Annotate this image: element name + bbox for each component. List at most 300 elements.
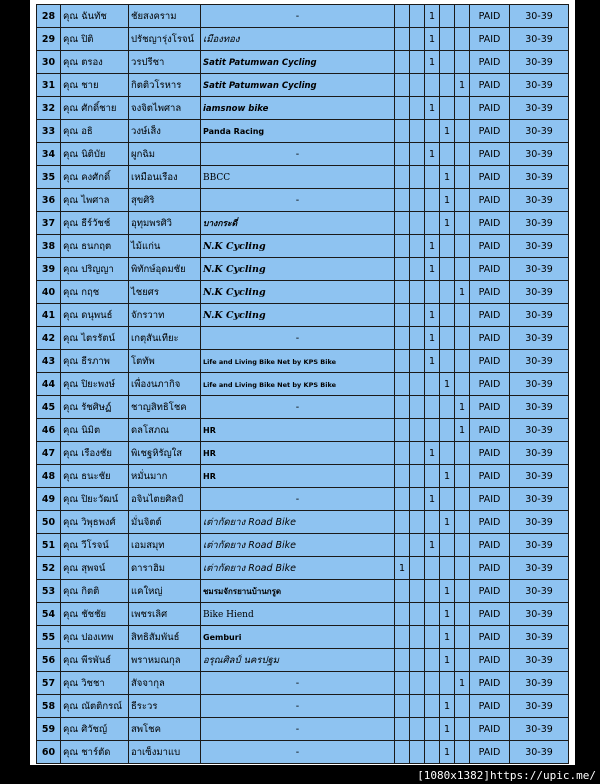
row-number: 54: [37, 603, 61, 626]
team-name: [201, 304, 395, 327]
table-row: [37, 741, 569, 764]
team-name: [201, 695, 395, 718]
category-mark-cell: [455, 511, 470, 534]
category-mark-cell: [395, 350, 410, 373]
category-mark-cell: [395, 603, 410, 626]
payment-status: PAID: [470, 327, 510, 350]
table-row: [37, 166, 569, 189]
category-mark-cell: [440, 281, 455, 304]
category-mark-cell: [425, 580, 440, 603]
payment-status: PAID: [470, 212, 510, 235]
team-name-text: N.K Cycling: [203, 240, 266, 252]
table-row: [37, 557, 569, 580]
age-group: 30-39: [510, 442, 569, 465]
category-mark-cell: 1: [395, 557, 410, 580]
payment-status: PAID: [470, 143, 510, 166]
first-name: คุณ นิติบัย: [61, 143, 129, 166]
team-name: [201, 258, 395, 281]
category-mark-cell: 1: [425, 534, 440, 557]
table-row: [37, 327, 569, 350]
team-name: [201, 327, 395, 350]
category-mark-cell: [455, 189, 470, 212]
category-mark-cell: [410, 120, 425, 143]
payment-status: PAID: [470, 189, 510, 212]
payment-status: PAID: [470, 396, 510, 419]
category-mark-cell: [425, 626, 440, 649]
table-row: [37, 51, 569, 74]
team-name-text: เต่ากัดยาง Road Bike: [203, 516, 297, 528]
row-number: 55: [37, 626, 61, 649]
category-mark-cell: [455, 718, 470, 741]
category-mark-cell: [455, 580, 470, 603]
category-mark-cell: 1: [425, 235, 440, 258]
category-mark-cell: [455, 143, 470, 166]
last-name: เพื่องนภากิจ: [129, 373, 201, 396]
category-mark-cell: [455, 488, 470, 511]
age-group: 30-39: [510, 580, 569, 603]
category-mark-cell: 1: [440, 626, 455, 649]
age-group: 30-39: [510, 672, 569, 695]
row-number: 58: [37, 695, 61, 718]
category-mark-cell: [455, 304, 470, 327]
category-mark-cell: [455, 626, 470, 649]
age-group: 30-39: [510, 189, 569, 212]
last-name: เหมือนเรือง: [129, 166, 201, 189]
category-mark-cell: 1: [425, 5, 440, 28]
payment-status: PAID: [470, 603, 510, 626]
category-mark-cell: [455, 649, 470, 672]
team-name-text: N.K Cycling: [203, 286, 266, 298]
table-row: [37, 488, 569, 511]
team-name: [201, 626, 395, 649]
team-name-text: HR: [203, 425, 216, 435]
payment-status: PAID: [470, 649, 510, 672]
category-mark-cell: [425, 672, 440, 695]
payment-status: PAID: [470, 235, 510, 258]
table-row: [37, 373, 569, 396]
payment-status: PAID: [470, 74, 510, 97]
payment-status: PAID: [470, 718, 510, 741]
age-group: 30-39: [510, 695, 569, 718]
category-mark-cell: [410, 419, 425, 442]
age-group: 30-39: [510, 258, 569, 281]
category-mark-cell: [455, 212, 470, 235]
category-mark-cell: [395, 672, 410, 695]
team-name: [201, 350, 395, 373]
category-mark-cell: [455, 5, 470, 28]
last-name: ไชยศร: [129, 281, 201, 304]
team-name: [201, 672, 395, 695]
first-name: คุณ ปิยะพงษ์: [61, 373, 129, 396]
age-group: 30-39: [510, 51, 569, 74]
category-mark-cell: [455, 28, 470, 51]
row-number: 59: [37, 718, 61, 741]
team-name: [201, 166, 395, 189]
category-mark-cell: [455, 120, 470, 143]
table-row: [37, 396, 569, 419]
first-name: คุณ พีรพันธ์: [61, 649, 129, 672]
category-mark-cell: [455, 51, 470, 74]
age-group: 30-39: [510, 350, 569, 373]
category-mark-cell: [425, 373, 440, 396]
category-mark-cell: [440, 143, 455, 166]
team-name-text: N.K Cycling: [203, 309, 266, 321]
row-number: 31: [37, 74, 61, 97]
first-name: คุณ สุพจน์: [61, 557, 129, 580]
team-name-text: -: [295, 401, 300, 413]
first-name: คุณ ไตรรัตน์: [61, 327, 129, 350]
category-mark-cell: [440, 396, 455, 419]
payment-status: PAID: [470, 626, 510, 649]
category-mark-cell: [440, 488, 455, 511]
payment-status: PAID: [470, 350, 510, 373]
table-row: [37, 695, 569, 718]
category-mark-cell: [440, 97, 455, 120]
category-mark-cell: 1: [440, 511, 455, 534]
table-row: [37, 626, 569, 649]
team-name-text: เมืองทอง: [203, 33, 240, 45]
category-mark-cell: [455, 741, 470, 764]
category-mark-cell: [395, 741, 410, 764]
category-mark-cell: [395, 51, 410, 74]
row-number: 29: [37, 28, 61, 51]
category-mark-cell: 1: [425, 143, 440, 166]
team-name-text: HR: [203, 471, 216, 481]
category-mark-cell: [440, 419, 455, 442]
table-row: [37, 534, 569, 557]
category-mark-cell: [395, 649, 410, 672]
last-name: หมั่นมาก: [129, 465, 201, 488]
category-mark-cell: [425, 74, 440, 97]
payment-status: PAID: [470, 557, 510, 580]
payment-status: PAID: [470, 419, 510, 442]
payment-status: PAID: [470, 281, 510, 304]
team-name-text: -: [295, 700, 300, 712]
category-mark-cell: [455, 534, 470, 557]
category-mark-cell: 1: [440, 603, 455, 626]
age-group: 30-39: [510, 74, 569, 97]
age-group: 30-39: [510, 235, 569, 258]
last-name: ชาญสิทธิโชค: [129, 396, 201, 419]
category-mark-cell: [455, 235, 470, 258]
category-mark-cell: [395, 442, 410, 465]
category-mark-cell: 1: [425, 350, 440, 373]
category-mark-cell: [440, 327, 455, 350]
category-mark-cell: [395, 396, 410, 419]
age-group: 30-39: [510, 28, 569, 51]
table-row: [37, 74, 569, 97]
category-mark-cell: 1: [455, 396, 470, 419]
category-mark-cell: [455, 695, 470, 718]
row-number: 47: [37, 442, 61, 465]
table-row: [37, 235, 569, 258]
category-mark-cell: [410, 5, 425, 28]
team-name: [201, 718, 395, 741]
category-mark-cell: [425, 741, 440, 764]
category-mark-cell: [425, 166, 440, 189]
row-number: 39: [37, 258, 61, 281]
payment-status: PAID: [470, 304, 510, 327]
team-name-text: Life and Living Bike Net by KPS Bike: [203, 380, 337, 389]
first-name: คุณ ปริญญา: [61, 258, 129, 281]
team-name: [201, 212, 395, 235]
category-mark-cell: [440, 28, 455, 51]
category-mark-cell: [410, 212, 425, 235]
category-mark-cell: [410, 649, 425, 672]
team-name: [201, 419, 395, 442]
team-name-text: -: [295, 148, 300, 160]
payment-status: PAID: [470, 373, 510, 396]
category-mark-cell: 1: [440, 373, 455, 396]
payment-status: PAID: [470, 511, 510, 534]
category-mark-cell: 1: [425, 327, 440, 350]
first-name: คุณ ณัตติกรณ์: [61, 695, 129, 718]
last-name: อจินไตยศิลป์: [129, 488, 201, 511]
table-row: [37, 212, 569, 235]
category-mark-cell: 1: [455, 419, 470, 442]
last-name: อาเซ็งมาแบ: [129, 741, 201, 764]
category-mark-cell: [425, 603, 440, 626]
category-mark-cell: [395, 143, 410, 166]
last-name: สุขศิริ: [129, 189, 201, 212]
category-mark-cell: [425, 396, 440, 419]
team-name-text: -: [295, 10, 300, 22]
first-name: คุณ คงศักดิ์: [61, 166, 129, 189]
team-name: [201, 557, 395, 580]
team-name: [201, 649, 395, 672]
payment-status: PAID: [470, 166, 510, 189]
last-name: โตทัพ: [129, 350, 201, 373]
team-name: [201, 120, 395, 143]
row-number: 32: [37, 97, 61, 120]
table-row: [37, 258, 569, 281]
table-row: [37, 189, 569, 212]
last-name: เอมสมุท: [129, 534, 201, 557]
category-mark-cell: 1: [425, 258, 440, 281]
row-number: 45: [37, 396, 61, 419]
category-mark-cell: [395, 120, 410, 143]
payment-status: PAID: [470, 580, 510, 603]
table-row: [37, 97, 569, 120]
last-name: ผูกฉิม: [129, 143, 201, 166]
category-mark-cell: [440, 235, 455, 258]
team-name-text: -: [295, 332, 300, 344]
team-name: [201, 534, 395, 557]
category-mark-cell: [440, 672, 455, 695]
team-name-text: -: [295, 746, 300, 758]
payment-status: PAID: [470, 5, 510, 28]
payment-status: PAID: [470, 28, 510, 51]
age-group: 30-39: [510, 649, 569, 672]
category-mark-cell: 1: [425, 97, 440, 120]
category-mark-cell: [395, 534, 410, 557]
category-mark-cell: [440, 350, 455, 373]
category-mark-cell: [410, 189, 425, 212]
category-mark-cell: [440, 534, 455, 557]
category-mark-cell: [455, 373, 470, 396]
first-name: คุณ ธีร์วัชช์: [61, 212, 129, 235]
table-row: [37, 120, 569, 143]
category-mark-cell: [440, 51, 455, 74]
category-mark-cell: [395, 511, 410, 534]
table-row: [37, 511, 569, 534]
category-mark-cell: [440, 442, 455, 465]
table-row: [37, 649, 569, 672]
category-mark-cell: [395, 97, 410, 120]
last-name: ไม้แก่น: [129, 235, 201, 258]
category-mark-cell: 1: [455, 281, 470, 304]
category-mark-cell: 1: [440, 580, 455, 603]
row-number: 33: [37, 120, 61, 143]
row-number: 41: [37, 304, 61, 327]
document-sheet: [30, 0, 575, 765]
category-mark-cell: [425, 695, 440, 718]
team-name: [201, 603, 395, 626]
category-mark-cell: 1: [425, 442, 440, 465]
table-row: [37, 718, 569, 741]
category-mark-cell: [395, 695, 410, 718]
age-group: 30-39: [510, 327, 569, 350]
first-name: คุณ ฉันทัช: [61, 5, 129, 28]
table-row: [37, 672, 569, 695]
category-mark-cell: 1: [425, 28, 440, 51]
category-mark-cell: [395, 488, 410, 511]
team-name: [201, 143, 395, 166]
category-mark-cell: [410, 143, 425, 166]
category-mark-cell: [455, 97, 470, 120]
table-row: [37, 281, 569, 304]
category-mark-cell: [410, 511, 425, 534]
payment-status: PAID: [470, 442, 510, 465]
first-name: คุณ ชาร์ตัด: [61, 741, 129, 764]
table-row: [37, 580, 569, 603]
category-mark-cell: [425, 120, 440, 143]
category-mark-cell: [410, 74, 425, 97]
payment-status: PAID: [470, 695, 510, 718]
last-name: จักรวาท: [129, 304, 201, 327]
category-mark-cell: [395, 235, 410, 258]
category-mark-cell: [410, 166, 425, 189]
category-mark-cell: 1: [440, 465, 455, 488]
category-mark-cell: [440, 304, 455, 327]
category-mark-cell: [455, 350, 470, 373]
age-group: 30-39: [510, 419, 569, 442]
first-name: คุณ ปิติ: [61, 28, 129, 51]
age-group: 30-39: [510, 373, 569, 396]
category-mark-cell: [410, 626, 425, 649]
team-name: [201, 5, 395, 28]
category-mark-cell: [410, 258, 425, 281]
category-mark-cell: 1: [440, 695, 455, 718]
first-name: คุณ เรืองชัย: [61, 442, 129, 465]
payment-status: PAID: [470, 672, 510, 695]
category-mark-cell: 1: [440, 718, 455, 741]
category-mark-cell: [395, 419, 410, 442]
category-mark-cell: [395, 304, 410, 327]
category-mark-cell: [395, 626, 410, 649]
category-mark-cell: 1: [440, 166, 455, 189]
row-number: 53: [37, 580, 61, 603]
payment-status: PAID: [470, 120, 510, 143]
category-mark-cell: [410, 465, 425, 488]
category-mark-cell: [425, 649, 440, 672]
last-name: แคใหญ่: [129, 580, 201, 603]
category-mark-cell: [410, 580, 425, 603]
first-name: คุณ กฤช: [61, 281, 129, 304]
row-number: 40: [37, 281, 61, 304]
last-name: สัจจากุล: [129, 672, 201, 695]
first-name: คุณ รัชศิษฏ์: [61, 396, 129, 419]
payment-status: PAID: [470, 465, 510, 488]
team-name-text: บางกระดี่: [203, 219, 238, 229]
category-mark-cell: [410, 350, 425, 373]
row-number: 30: [37, 51, 61, 74]
category-mark-cell: [410, 557, 425, 580]
category-mark-cell: [410, 373, 425, 396]
category-mark-cell: [410, 235, 425, 258]
last-name: พิเชฐหิรัญใส: [129, 442, 201, 465]
first-name: คุณ วิชชา: [61, 672, 129, 695]
category-mark-cell: [395, 166, 410, 189]
row-number: 56: [37, 649, 61, 672]
team-name-text: อรุณศิลป์ นครปฐม: [203, 654, 280, 666]
category-mark-cell: 1: [440, 649, 455, 672]
team-name-text: Life and Living Bike Net by KPS Bike: [203, 357, 337, 366]
last-name: ดาราฮิม: [129, 557, 201, 580]
category-mark-cell: 1: [440, 120, 455, 143]
payment-status: PAID: [470, 51, 510, 74]
category-mark-cell: [410, 488, 425, 511]
category-mark-cell: [455, 327, 470, 350]
age-group: 30-39: [510, 557, 569, 580]
category-mark-cell: [455, 557, 470, 580]
category-mark-cell: [410, 327, 425, 350]
age-group: 30-39: [510, 465, 569, 488]
row-number: 49: [37, 488, 61, 511]
age-group: 30-39: [510, 5, 569, 28]
team-name-text: เต่ากัดยาง Road Bike: [203, 539, 297, 551]
age-group: 30-39: [510, 166, 569, 189]
team-name: [201, 465, 395, 488]
age-group: 30-39: [510, 741, 569, 764]
team-name-text: Panda Racing: [203, 126, 265, 136]
category-mark-cell: 1: [425, 51, 440, 74]
team-name: [201, 511, 395, 534]
row-number: 34: [37, 143, 61, 166]
category-mark-cell: [425, 212, 440, 235]
age-group: 30-39: [510, 396, 569, 419]
category-mark-cell: [410, 534, 425, 557]
row-number: 46: [37, 419, 61, 442]
row-number: 42: [37, 327, 61, 350]
last-name: เพชรเลิศ: [129, 603, 201, 626]
category-mark-cell: 1: [455, 74, 470, 97]
first-name: คุณ วิพุธพงศ์: [61, 511, 129, 534]
category-mark-cell: [395, 373, 410, 396]
team-name: [201, 189, 395, 212]
table-row: [37, 350, 569, 373]
category-mark-cell: [410, 603, 425, 626]
last-name: ชัยสงคราม: [129, 5, 201, 28]
last-name: พิทักษ์อุดมชัย: [129, 258, 201, 281]
category-mark-cell: [395, 258, 410, 281]
category-mark-cell: [395, 718, 410, 741]
category-mark-cell: [395, 74, 410, 97]
team-name: [201, 396, 395, 419]
category-mark-cell: [425, 419, 440, 442]
category-mark-cell: [455, 442, 470, 465]
category-mark-cell: [455, 465, 470, 488]
